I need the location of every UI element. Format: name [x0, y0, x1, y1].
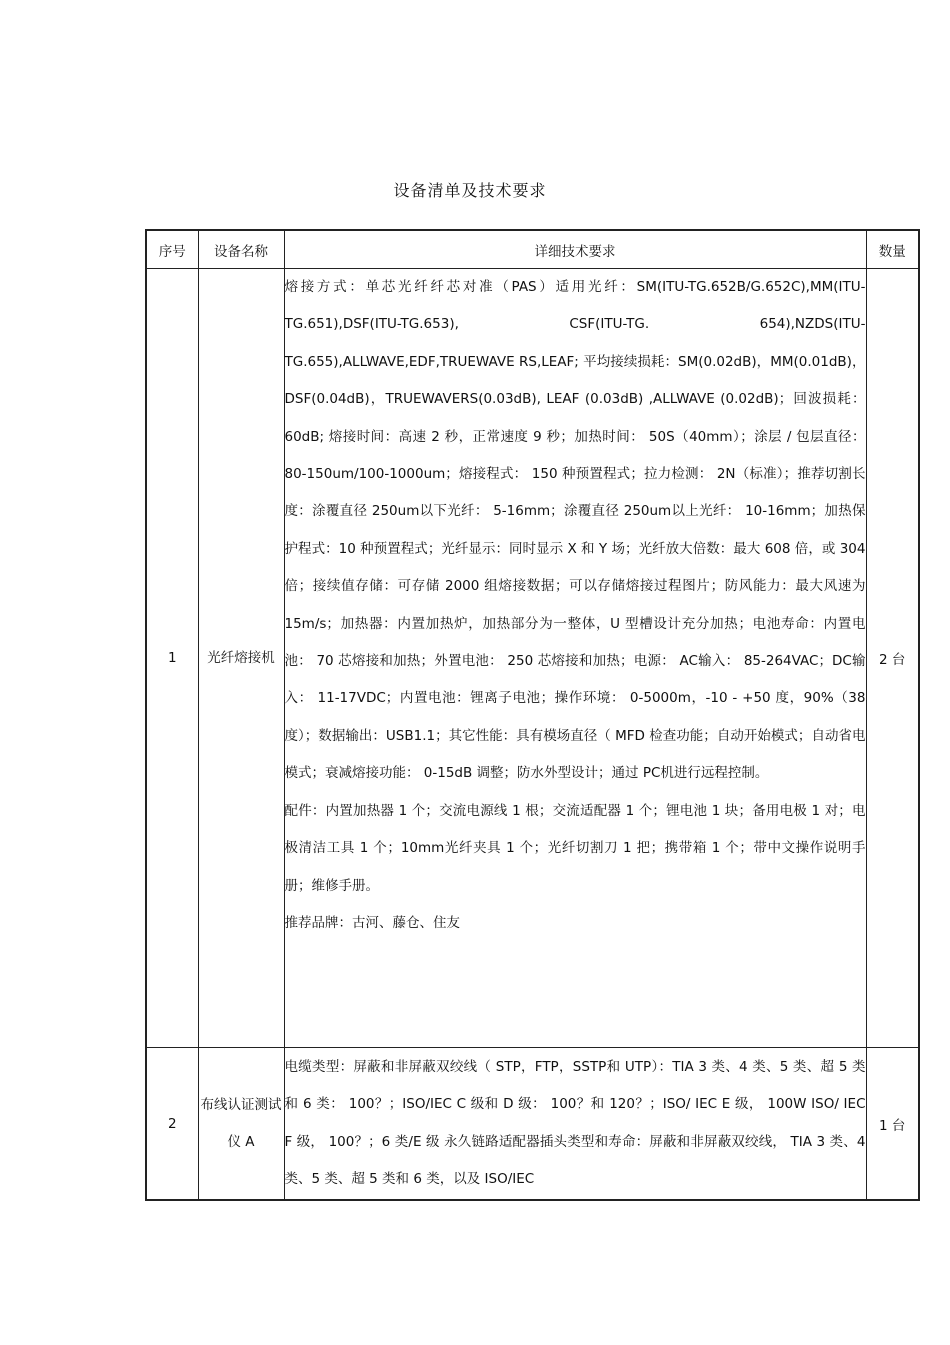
row-no: 1: [146, 269, 198, 1048]
row-equipment-name: 光纤熔接机: [198, 269, 284, 1048]
table-header-row: [146, 230, 919, 269]
table-row: [146, 269, 919, 1048]
row-no: 2: [146, 1048, 198, 1201]
spec-text: 电缆类型：屏蔽和非屏蔽双绞线（ STP，FTP，SSTP和 UTP）：TIA 3 类、4 类、5 类、超 5 类和 6 类： 100？；ISO/IEC C 级和 D 级： 100？和 120？；ISO/ IEC E 级， 100W ISO/ IEC F 级， 100？；6 类/E 级 永久链路适配器插头类型和寿命：屏蔽和非屏蔽双绞线， TIA 3 类、4 类、5 类、超 5 类和 6 类，以及 ISO/IEC: [284, 1059, 866, 1188]
header-qty: 数量: [866, 230, 919, 269]
row-detail: [284, 269, 866, 1048]
row-equipment-name: 布线认证测试仪 A: [198, 1048, 284, 1201]
row-qty: 2 台: [866, 269, 919, 1048]
equipment-spec-table: [145, 229, 920, 1201]
spec-text: 熔接方式：单芯光纤纤芯对准（PAS）适用光纤：SM(ITU-TG.652B/G.652C),MM(ITU-TG.651),DSF(ITU-TG.653), CSF(ITU-TG. 654),NZDS(ITU-TG.655),ALLWAVE,EDF,TRUEWAVE RS,LEAF; 平均接续损耗：SM(0.02dB)，MM(0.01dB)，DSF(0.04dB)，TRUEWAVERS(0.03dB), LEAF (0.03dB) ,ALLWAVE (0.02dB)；回波损耗： 60dB; 熔接时间：高速 2 秒，正常速度 9 秒；加热时间： 50S（40mm）；涂层 / 包层直径： 80-150um/100-1000um；熔接程式： 150 种预置程式；拉力检测： 2N（标准）；推荐切割长度：涂覆直径 250um以下光纤： 5-16mm；涂覆直径 250um以上光纤： 10-16mm；加热保护程式：10 种预置程式；光纤显示：同时显示 X 和 Y 场；光纤放大倍数：最大 608 倍，或 304 倍；接续值存储：可存储 2000 组熔接数据；可以存储熔接过程图片；防风能力：最大风速为 15m/s；加热器：内置加热炉，加热部分为一整体，U 型槽设计充分加热；电池寿命：内置电池： 70 芯熔接和加热；外置电池： 250 芯熔接和加热；电源： AC输入： 85-264VAC；DC输入： 11-17VDC；内置电池：锂离子电池；操作环境： 0-5000m，-10 - +50 度，90%（38 度）；数据输出：USB1.1；其它性能：具有模场直径（ MFD 检查功能；自动开始模式；自动省电模式；衰减熔接功能： 0-15dB 调整；防水外型设计；通过 PC机进行远程控制。: [284, 279, 866, 782]
accessories-text: 配件：内置加热器 1 个；交流电源线 1 根；交流适配器 1 个；锂电池 1 块；备用电极 1 对；电极清洁工具 1 个；10mm光纤夹具 1 个；光纤切割刀 1 把；携带箱 1 个；带中文操作说明手册；维修手册。: [284, 802, 866, 894]
row-qty: 1 台: [866, 1048, 919, 1201]
document-title: 设备清单及技术要求: [393, 181, 547, 200]
row-detail: [284, 1048, 866, 1201]
brands-text: 推荐品牌：古河、藤仓、住友: [284, 914, 460, 931]
header-detail: 详细技术要求: [284, 230, 866, 269]
header-no: 序号: [146, 230, 198, 269]
header-name: 设备名称: [198, 230, 284, 269]
detail-clip: [285, 1049, 866, 1198]
table-row: [146, 1048, 919, 1201]
